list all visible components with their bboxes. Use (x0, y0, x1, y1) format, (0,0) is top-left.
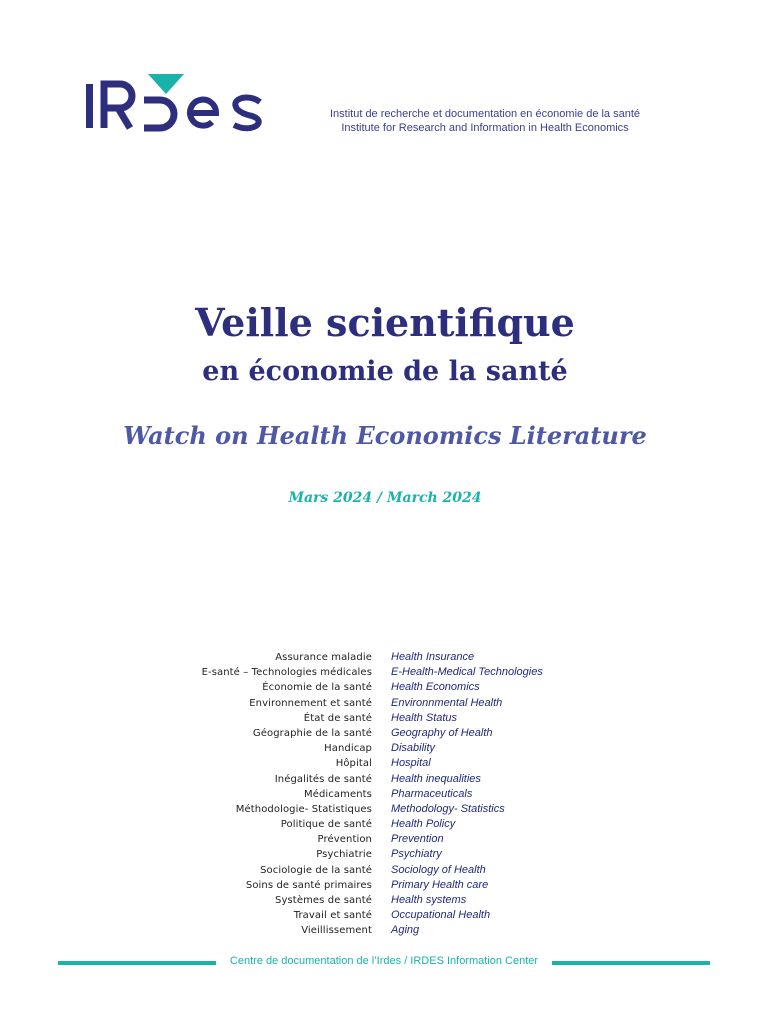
topic-row (160, 893, 580, 908)
topic-label-en: Primary Health care (391, 878, 489, 891)
institute-name (300, 107, 670, 135)
topic-label-fr: Assurance maladie (275, 652, 372, 663)
topic-label-en: Hospital (391, 757, 431, 770)
footer-rule-right (552, 961, 710, 965)
topic-row (160, 756, 580, 771)
topic-row (160, 863, 580, 878)
topic-row (160, 696, 580, 711)
topic-row (160, 726, 580, 741)
topic-label-en: Health systems (391, 894, 467, 906)
topic-row (160, 802, 580, 817)
topic-label-fr: État de santé (303, 712, 372, 724)
topic-label-en: E-Health-Medical Technologies (391, 666, 543, 679)
topic-label-en: Environnmental Health (391, 696, 503, 709)
topic-label-en: Health inequalities (391, 772, 481, 785)
topic-label-en: Health Policy (391, 818, 456, 831)
topic-label-fr: Hôpital (335, 758, 372, 770)
topic-label-en: Disability (391, 742, 436, 755)
footer-rule-left (58, 961, 216, 965)
topic-label-fr: Travail et santé (293, 910, 372, 922)
topic-row (160, 817, 580, 832)
topic-row (160, 772, 580, 787)
topic-label-fr: Soins de santé primaires (245, 879, 372, 891)
topic-row (160, 680, 580, 695)
topic-label-fr: Vieillissement (301, 925, 372, 937)
topic-label-fr: Économie de la santé (262, 682, 372, 694)
topic-label-fr: Environnement et santé (249, 697, 372, 709)
topic-label-fr: Sociologie de la santé (260, 864, 372, 876)
topic-label-fr: Psychiatrie (316, 849, 372, 861)
topic-label-en: Methodology- Statistics (391, 802, 505, 815)
topic-row (160, 878, 580, 893)
topic-label-en: Health Economics (391, 681, 480, 694)
topic-label-en: Prevention (391, 833, 444, 846)
topic-label-en: Health Status (391, 711, 458, 724)
topic-label-fr: Handicap (324, 743, 372, 755)
topic-label-en: Aging (391, 924, 420, 937)
english-title: Watch on Health Economics Literature (123, 421, 647, 450)
topic-row (160, 711, 580, 726)
page-subtitle: en économie de la santé (202, 356, 568, 387)
topic-label-en: Geography of Health (391, 726, 493, 739)
topic-label-fr: Inégalités de santé (274, 773, 372, 785)
issue-date: Mars 2024 / March 2024 (288, 490, 482, 506)
topic-row (160, 665, 580, 680)
topic-label-en: Health Insurance (391, 651, 475, 663)
institute-name-fr: Institut de recherche et documentation en économie de la santé (329, 108, 641, 120)
topic-label-en: Psychiatry (391, 848, 442, 861)
topic-label-fr: Médicaments (304, 788, 372, 800)
topic-label-en: Pharmaceuticals (391, 787, 473, 800)
page-title: Veille scientifique (195, 300, 575, 345)
topic-row (160, 741, 580, 756)
topic-label-fr: Méthodologie- Statistiques (235, 803, 372, 815)
topic-row (160, 787, 580, 802)
topic-label-en: Occupational Health (391, 909, 491, 922)
topic-row (160, 908, 580, 923)
footer-text: Centre de documentation de l’Irdes / IRDES Information Center (229, 955, 539, 967)
topic-row (160, 650, 580, 665)
topic-row (160, 832, 580, 847)
topic-label-fr: Politique de santé (280, 819, 372, 831)
topics-list (160, 650, 580, 939)
topic-row (160, 923, 580, 938)
topic-label-fr: Géographie de la santé (252, 727, 372, 739)
topic-label-fr: Prévention (317, 834, 372, 846)
institute-name-en: Institute for Research and Information in Health Economics (341, 122, 629, 134)
topic-row (160, 847, 580, 862)
topic-label-en: Sociology of Health (391, 863, 486, 876)
topic-label-fr: Systèmes de santé (275, 895, 372, 906)
topic-label-fr: E-santé – Technologies médicales (201, 667, 372, 679)
irdes-logo (82, 72, 272, 134)
